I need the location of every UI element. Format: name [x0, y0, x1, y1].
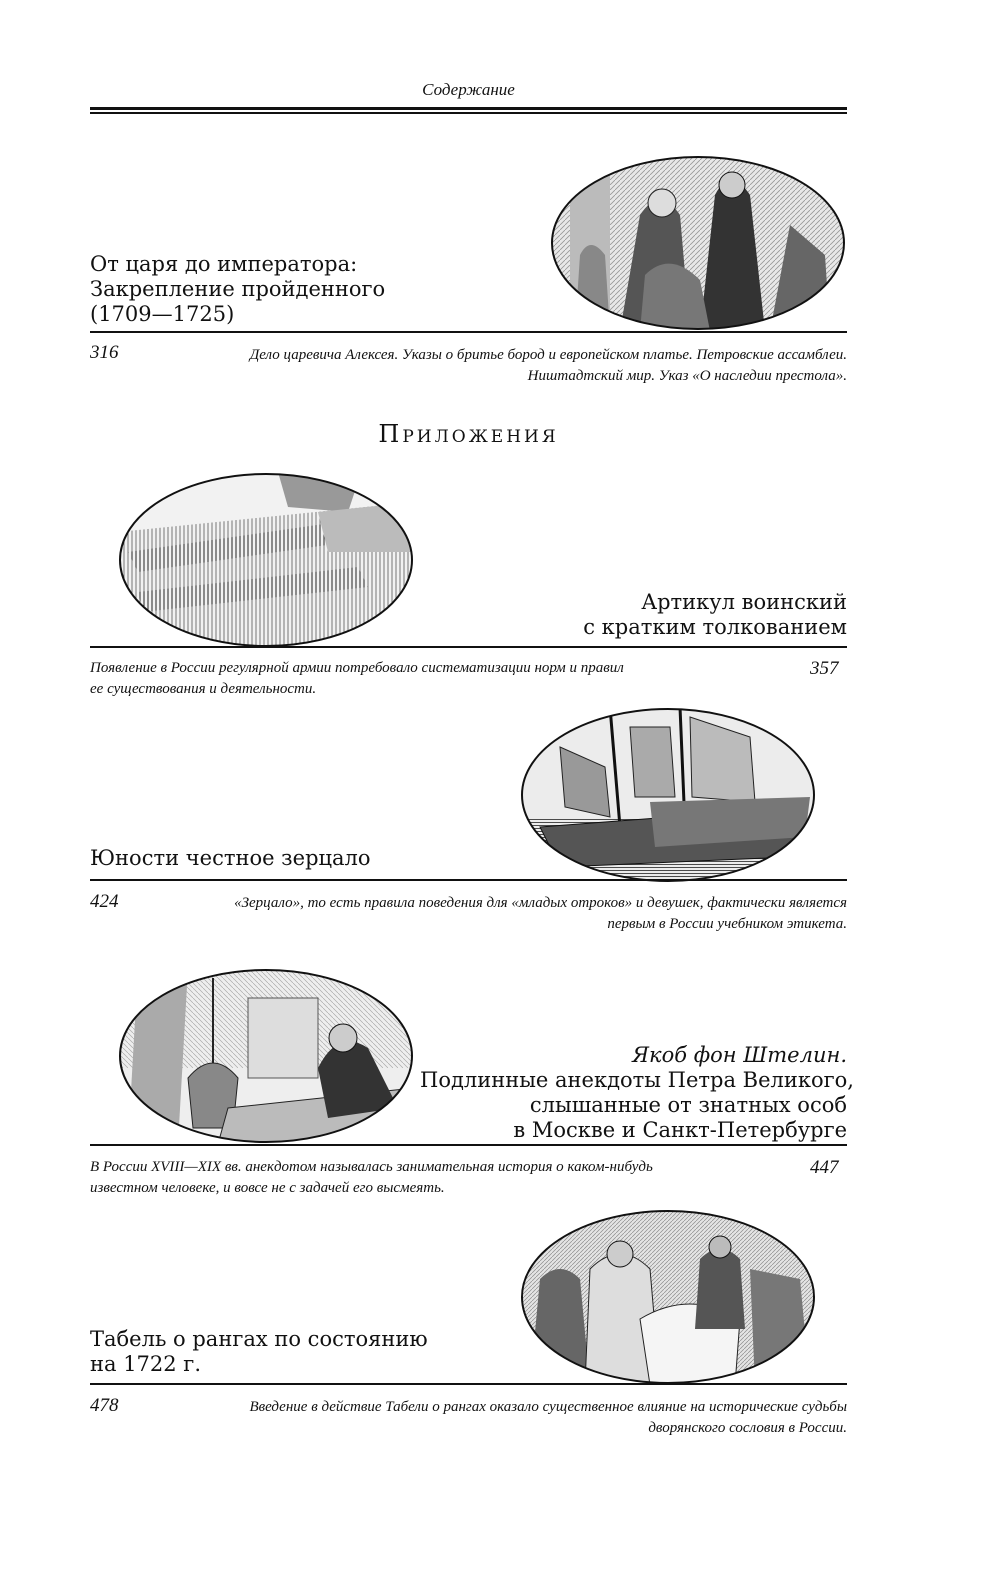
title-line: Закрепление пройденного [90, 277, 386, 301]
appendices-heading: Приложения [378, 420, 559, 448]
title-line: От царя до императора: [90, 252, 358, 276]
entry-title-tsar-to-emperor [90, 252, 385, 327]
entry-rule [90, 1383, 847, 1385]
entry-rule [90, 331, 847, 333]
entry-title-military-article: Артикул воинский с кратким толкованием [583, 590, 847, 639]
entry-description: В России XVIII—XIX вв. анекдотом называлась занимательная история о каком-нибудь известном человеке, и вовсе не с задачей его высмеять. [90, 1159, 653, 1196]
tsar-carpenter-engraving [118, 968, 414, 1144]
army-engraving [118, 472, 414, 648]
entry-rule [90, 646, 847, 648]
entry-title-table-of-ranks: Табель о рангах по состоянию на 1722 г. [90, 1327, 428, 1376]
page-number: 316 [90, 342, 119, 363]
running-head: Содержание [422, 80, 515, 99]
entry-title-shtelin-anecdotes: Якоб фон Штелин. Подлинные анекдоты Петра Великого, слышанные от знатных особ в Москве и Санкт-Петербурге [420, 1043, 854, 1142]
header-rule-thick [90, 107, 847, 110]
page-number: 447 [810, 1157, 839, 1178]
entry-rule [90, 1144, 847, 1146]
header-rule-thin [90, 112, 847, 114]
ship-engraving [520, 707, 816, 883]
title-line: (1709—1725) [90, 302, 235, 326]
page-number: 424 [90, 891, 119, 912]
cavalry-engraving [520, 1209, 816, 1385]
page-number: 478 [90, 1395, 119, 1416]
entry-description: Появление в России регулярной армии потребовало систематизации норм и правил ее существования и деятельности. [90, 660, 624, 697]
entry-description: «Зерцало», то есть правила поведения для «младых отроков» и девушек, фактически является первым в России учебником этикета. [234, 895, 847, 932]
author-name: Якоб фон Штелин. [632, 1043, 847, 1067]
coronation-engraving [550, 155, 846, 331]
entry-description: Введение в действие Табели о рангах оказало существенное влияние на исторические судьбы дворянского сословия в России. [249, 1399, 847, 1436]
page-number: 357 [810, 658, 839, 679]
entry-description: Дело царевича Алексея. Указы о бритье бород и европейском платье. Петровские ассамблеи. Ништадтский мир. Указ «О наследии престола». [249, 347, 847, 384]
entry-title-youth-mirror: Юности честное зерцало [90, 846, 371, 870]
entry-rule [90, 879, 847, 881]
